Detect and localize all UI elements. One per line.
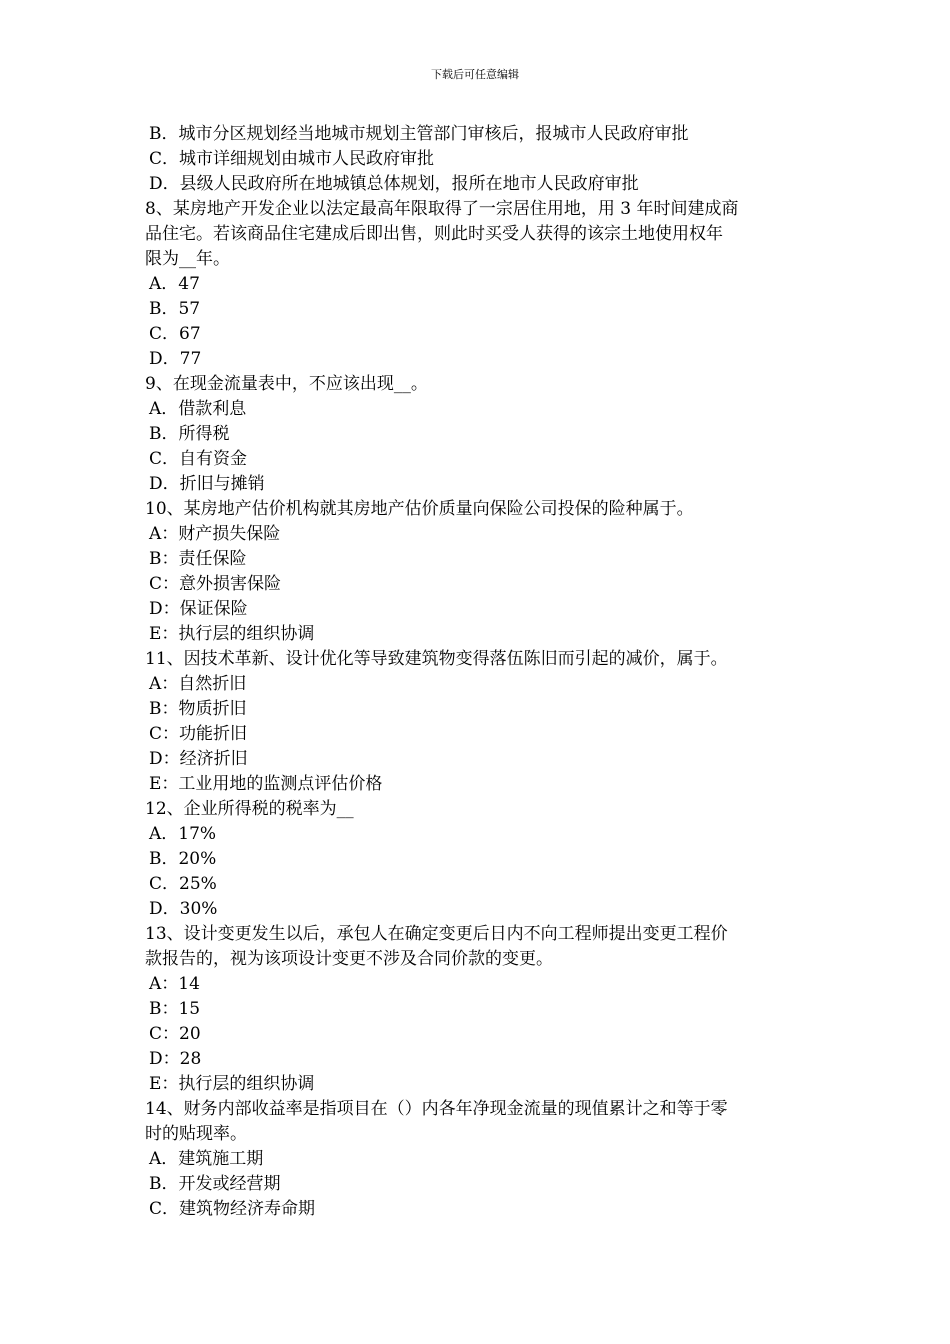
answer-option: B：15 [149,999,201,1019]
answer-option: A．借款利息 [149,399,247,419]
question-text: 款报告的，视为该项设计变更不涉及合同价款的变更。 [145,949,553,969]
answer-option: A：自然折旧 [149,674,247,694]
question-text: 11、因技术革新、设计优化等导致建筑物变得落伍陈旧而引起的减价，属于。 [145,649,728,669]
document-body [145,122,825,1222]
answer-option: E：执行层的组织协调 [149,624,315,644]
answer-option: E：工业用地的监测点评估价格 [149,774,383,794]
answer-option: A：财产损失保险 [149,524,281,544]
answer-option: B：责任保险 [149,549,247,569]
answer-option: C．自有资金 [149,449,248,469]
answer-option: E：执行层的组织协调 [149,1074,315,1094]
answer-option: C．建筑物经济寿命期 [149,1199,316,1219]
question-text: 12、企业所得税的税率为__ [145,799,354,819]
question-text: 限为__年。 [145,249,230,269]
answer-option: A：14 [149,974,200,994]
answer-option: B．20% [149,849,217,869]
answer-option: C：20 [149,1024,201,1044]
answer-option: C：功能折旧 [149,724,248,744]
answer-option: D：28 [149,1049,202,1069]
answer-option: C：意外损害保险 [149,574,282,594]
question-text: 8、某房地产开发企业以法定最高年限取得了一宗居住用地，用 3 年时间建成商 [145,199,739,219]
answer-option: D：经济折旧 [149,749,248,769]
answer-option: B：物质折旧 [149,699,247,719]
question-text: 时的贴现率。 [145,1124,247,1144]
answer-option: B．57 [149,299,201,319]
answer-option: D．30% [149,899,218,919]
answer-option: B．城市分区规划经当地城市规划主管部门审核后，报城市人民政府审批 [149,124,689,144]
answer-option: A．47 [149,274,200,294]
page-header: 下载后可任意编辑 [431,68,519,81]
answer-option: D：保证保险 [149,599,248,619]
answer-option: A．建筑施工期 [149,1149,264,1169]
answer-option: B．所得税 [149,424,230,444]
answer-option: D．县级人民政府所在地城镇总体规划，报所在地市人民政府审批 [149,174,639,194]
answer-option: C．67 [149,324,201,344]
answer-option: A．17% [149,824,217,844]
question-text: 14、财务内部收益率是指项目在（）内各年净现金流量的现值累计之和等于零 [145,1099,728,1119]
question-text: 品住宅。若该商品住宅建成后即出售，则此时买受人获得的该宗土地使用权年 [145,224,723,244]
question-text: 9、在现金流量表中，不应该出现__。 [145,374,428,394]
answer-option: C．城市详细规划由城市人民政府审批 [149,149,435,169]
answer-option: D．折旧与摊销 [149,474,265,494]
question-text: 13、设计变更发生以后，承包人在确定变更后日内不向工程师提出变更工程价 [145,924,728,944]
question-text: 10、某房地产估价机构就其房地产估价质量向保险公司投保的险种属于。 [145,499,694,519]
answer-option: D．77 [149,349,202,369]
answer-option: C．25% [149,874,217,894]
answer-option: B．开发或经营期 [149,1174,281,1194]
